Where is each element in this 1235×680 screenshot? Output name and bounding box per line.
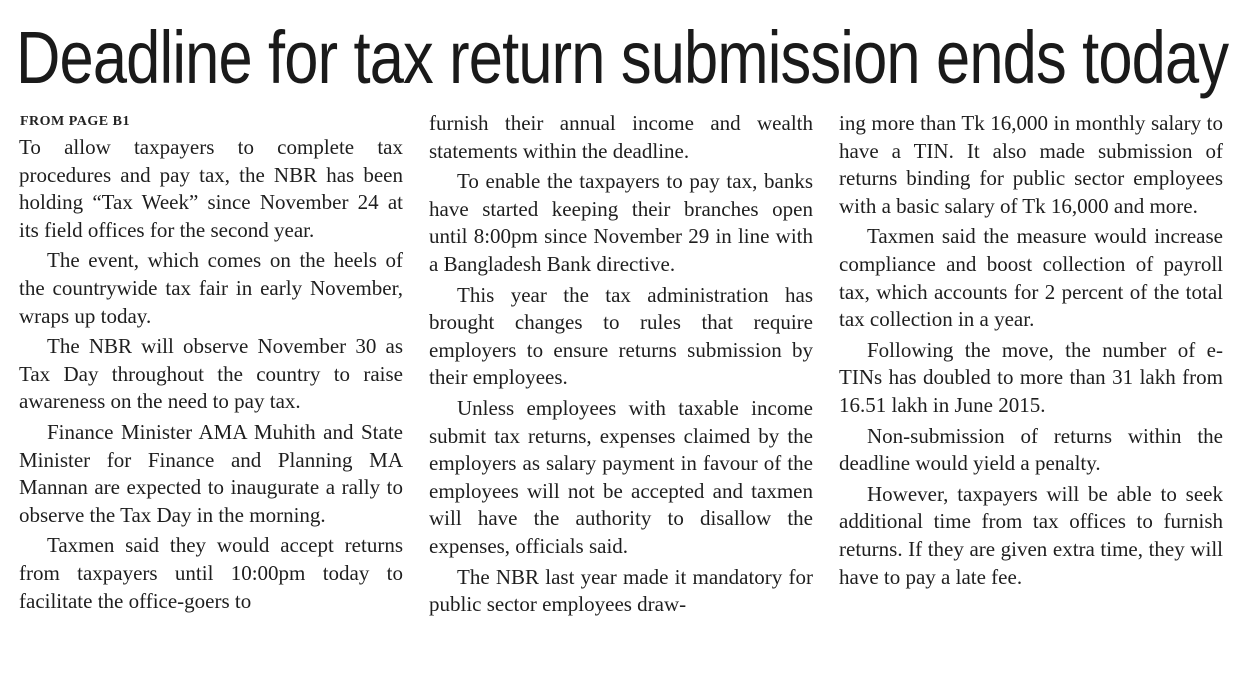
paragraph: Finance Minister AMA Muhith and State Minister for Finance and Planning MA Mannan are expected to inaugurate a rally to observe the Tax Day in the morning. [19,419,403,527]
paragraph: Taxmen said the measure would increase compliance and boost collection of payroll tax, which accounts for 2 percent of the total tax collection in a year. [839,224,1223,332]
paragraph: The NBR will observe November 30 as Tax Day throughout the country to raise awareness on the need to pay tax. [19,334,403,414]
paragraph: The event, which comes on the heels of the countrywide tax fair in early November, wraps up today. [19,248,403,328]
paragraph: However, taxpayers will be able to seek additional time from tax offices to furnish returns. If they are given extra time, they will have to pay a late fee. [839,481,1223,589]
paragraph: Unless employees with taxable income submit tax returns, expenses claimed by the employers as salary payment in favour of the employees will not be accepted and taxmen will have the authority to disallow the expenses, officials said. [429,395,813,558]
kicker-from-page: FROM PAGE B1 [20,114,130,129]
paragraph: The NBR last year made it mandatory for public sector employees draw- [429,564,813,617]
article-column-2 [429,110,813,619]
paragraph: To allow taxpayers to complete tax procedures and pay tax, the NBR has been holding “Tax Week” since November 24 at its field offices for the second year. [19,135,403,242]
article-headline: Deadline for tax return submission ends today [16,16,1229,99]
article-column-3 [839,110,1223,591]
paragraph: furnish their annual income and wealth statements within the deadline. [429,111,813,163]
paragraph: Taxmen said they would accept returns from taxpayers until 10:00pm today to facilitate the office-goers to [19,533,403,613]
paragraph: Non-submission of returns within the deadline would yield a penalty. [839,423,1223,476]
paragraph: ing more than Tk 16,000 in monthly salary to have a TIN. It also made submission of returns binding for public sector employees with a basic salary of Tk 16,000 and more. [839,111,1223,218]
paragraph: This year the tax administration has brought changes to rules that require employers to ensure returns submission by their employees. [429,282,813,390]
paragraph: Following the move, the number of e-TINs has doubled to more than 31 lakh from 16.51 lakh in June 2015. [839,337,1223,417]
article-column-1 [19,134,403,615]
paragraph: To enable the taxpayers to pay tax, banks have started keeping their branches open until 8:00pm since November 29 in line with a Bangladesh Bank directive. [429,169,813,276]
